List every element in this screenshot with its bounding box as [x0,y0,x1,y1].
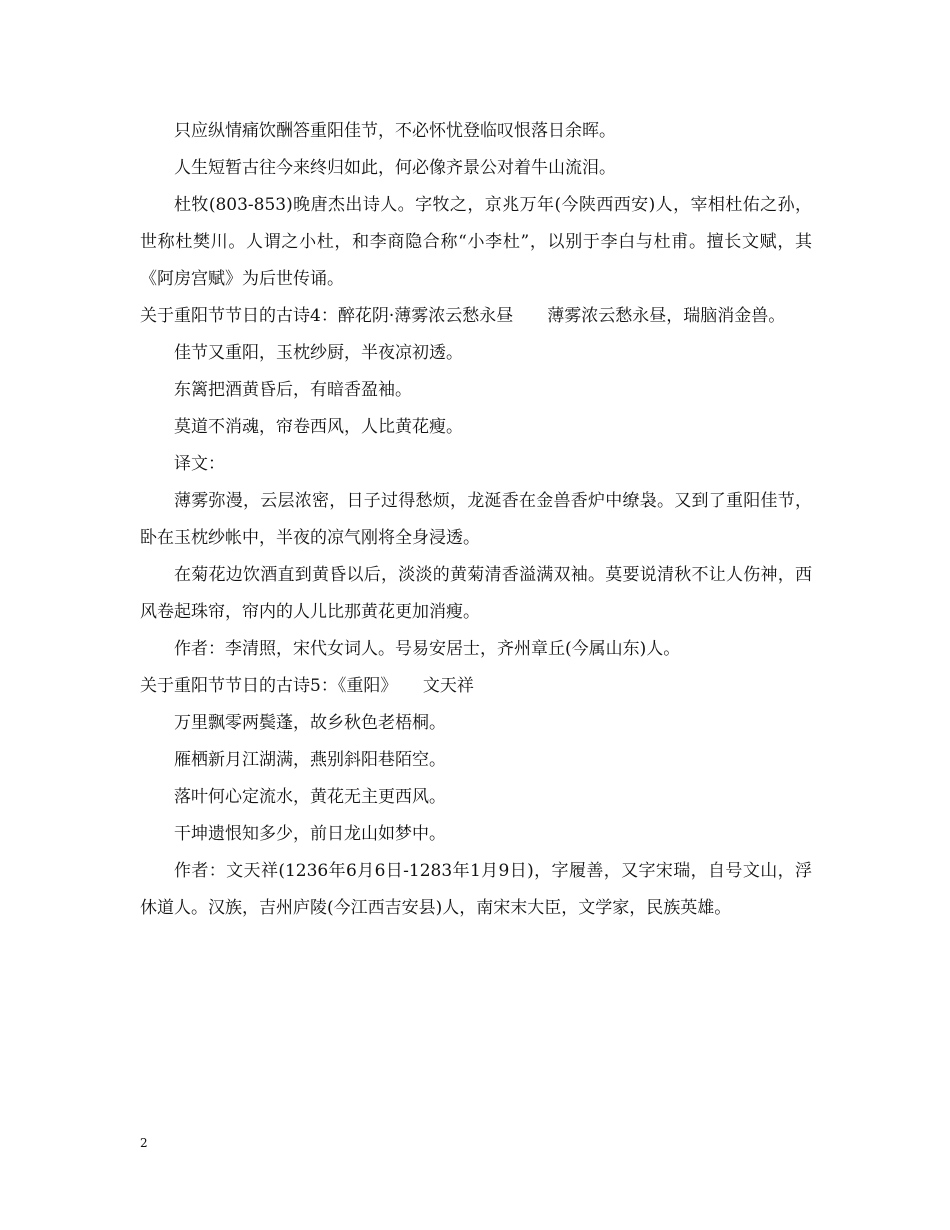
paragraph: 只应纵情痛饮酬答重阳佳节，不必怀忧登临叹恨落日余晖。 [174,121,616,141]
author-note: 作者：李清照，宋代女词人。号易安居士，齐州章丘(今属山东)人。 [174,639,681,659]
paragraph: 杜牧(803-853)晚唐杰出诗人。字牧之，京兆万年(今陕西西安)人，宰相杜佑之孙，世称杜樊川。人谓之小杜，和李商隐合称“小李杜”，以别于李白与杜甫。擅长文赋，其《阿房宫赋》为后世传诵。 [140,195,812,289]
author-note: 作者：文天祥(1236年6月6日-1283年1月9日)，字履善，又字宋瑞，自号文山，浮休道人。汉族，吉州庐陵(今江西吉安县)人，南宋末大臣，文学家，民族英雄。 [140,861,812,918]
section-heading: 关于重阳节节日的古诗5：《重阳》 文天祥 [140,676,474,696]
poem-line: 东篱把酒黄昏后，有暗香盈袖。 [174,380,412,400]
document-body [140,113,812,927]
paragraph: 薄雾弥漫，云层浓密，日子过得愁烦，龙涎香在金兽香炉中缭袅。又到了重阳佳节，卧在玉枕纱帐中，半夜的凉气刚将全身浸透。 [140,491,812,548]
page-number: 2 [140,1136,148,1150]
poem-line: 雁栖新月江湖满，燕别斜阳巷陌空。 [174,750,446,770]
translation-label: 译文： [174,454,225,474]
poem-line: 万里飘零两鬓蓬，故乡秋色老梧桐。 [174,713,446,733]
poem-line: 干坤遗恨知多少，前日龙山如梦中。 [174,824,446,844]
poem-line: 落叶何心定流水，黄花无主更西风。 [174,787,446,807]
paragraph: 在菊花边饮酒直到黄昏以后，淡淡的黄菊清香溢满双袖。莫要说清秋不让人伤神，西风卷起珠帘，帘内的人儿比那黄花更加消瘦。 [140,565,812,622]
poem-line: 佳节又重阳，玉枕纱厨，半夜凉初透。 [174,343,463,363]
poem-line: 莫道不消魂，帘卷西风，人比黄花瘦。 [174,417,463,437]
section-heading: 关于重阳节节日的古诗4：醉花阴·薄雾浓云愁永昼 薄雾浓云愁永昼，瑞脑消金兽。 [140,306,786,326]
paragraph: 人生短暂古往今来终归如此，何必像齐景公对着牛山流泪。 [174,158,616,178]
